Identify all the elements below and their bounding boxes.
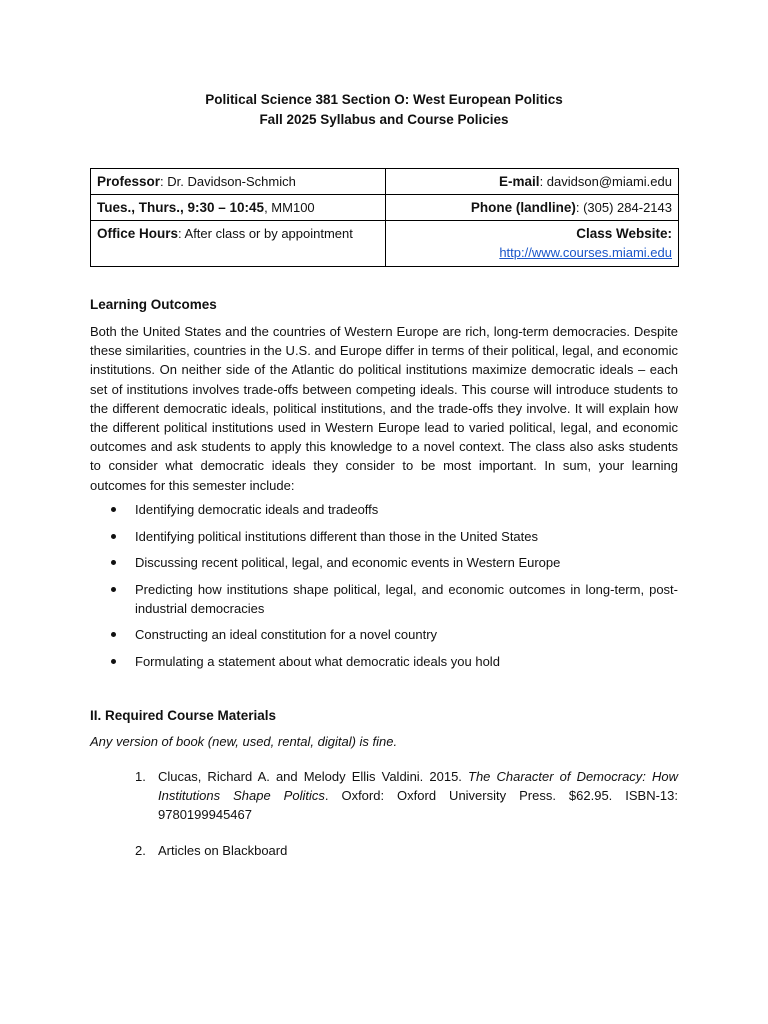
citation-details: . Oxford: Oxford University Press. $62.95. ISBN-13: 9780199945467 [158, 788, 678, 823]
phone-cell [386, 195, 679, 221]
list-item-text: Identifying political institutions different than those in the United States [135, 528, 539, 544]
info-row [91, 195, 679, 221]
materials-note: Any version of book (new, used, rental, digital) is fine. [90, 734, 398, 749]
website-cell [386, 221, 679, 267]
item-number: 1. [135, 769, 146, 784]
item-text: Articles on Blackboard [158, 842, 288, 858]
list-item [90, 553, 678, 572]
list-item-text: Predicting how institutions shape political, legal, and economic outcomes in long-term, post-industrial democracies [135, 581, 678, 616]
list-item [90, 841, 678, 860]
schedule-value: , MM100 [264, 200, 315, 215]
list-item [90, 767, 678, 825]
office-hours-value: : After class or by appointment [178, 226, 353, 241]
phone-value: : (305) 284-2143 [575, 200, 672, 215]
title-line-2: Fall 2025 Syllabus and Course Policies [259, 112, 509, 127]
professor-value: : Dr. Davidson-Schmich [160, 174, 296, 189]
phone-label: Phone (landline) [470, 200, 576, 215]
bullet-icon [111, 632, 116, 637]
email-label: E-mail [499, 174, 540, 189]
bullet-icon [111, 560, 116, 565]
materials-list [90, 767, 678, 860]
course-info-table [90, 168, 679, 267]
bullet-icon [111, 659, 116, 664]
schedule-label: Tues., Thurs., 9:30 – 10:45 [97, 200, 265, 215]
website-link[interactable]: http://www.courses.miami.edu [499, 245, 672, 260]
book-title: The Character of Democracy: How Institutions Shape Politics [158, 769, 678, 804]
item-number: 2. [135, 842, 146, 858]
professor-cell [91, 169, 386, 195]
professor-label: Professor [97, 174, 161, 189]
learning-outcomes-heading: Learning Outcomes [90, 297, 217, 312]
citation-authors: Clucas, Richard A. and Melody Ellis Valdini. 2015. [158, 769, 468, 784]
learning-outcomes-list [90, 500, 678, 678]
email-value: : davidson@miami.edu [539, 174, 672, 189]
list-item [90, 652, 678, 671]
list-item-text: Identifying democratic ideals and tradeoffs [135, 502, 379, 517]
website-label: Class Website: [576, 226, 672, 241]
list-item [90, 580, 678, 618]
info-row [91, 169, 679, 195]
title-line-1: Political Science 381 Section O: West European Politics [205, 92, 563, 107]
bullet-icon [111, 507, 116, 512]
schedule-cell [91, 195, 386, 221]
office-hours-label: Office Hours [97, 226, 179, 241]
bullet-icon [111, 587, 116, 592]
info-row [91, 221, 679, 267]
office-hours-cell [91, 221, 386, 267]
document-title [0, 90, 768, 130]
materials-heading: II. Required Course Materials [90, 708, 277, 723]
list-item-text: Formulating a statement about what democratic ideals you hold [135, 653, 500, 669]
list-item-text: Constructing an ideal constitution for a novel country [135, 627, 438, 642]
email-cell [386, 169, 679, 195]
learning-outcomes-paragraph: Both the United States and the countries of Western Europe are rich, long-term democracies. Despite these similarities, countries in the U.S. and Europe differ in terms of their political, legal, and economic institutions. On neither side of the Atlantic do political institutions maximize democratic ideals – each set of institutions involves trade-offs between competing ideals. This course will introduce students to the different democratic ideals, political institutions, and the trade-offs they involve. It will explain how the different political institutions used in Western Europe lead to varied political, legal, and economic outcomes and ask students to apply this knowledge to a novel context. The class also asks students to consider what democratic ideals they consider to be most important. In sum, your learning outcomes for this semester include: [90, 324, 678, 493]
list-item [90, 625, 678, 644]
list-item-text: Discussing recent political, legal, and economic events in Western Europe [135, 555, 561, 570]
bullet-icon [111, 534, 116, 539]
list-item [90, 500, 678, 519]
list-item [90, 527, 678, 546]
